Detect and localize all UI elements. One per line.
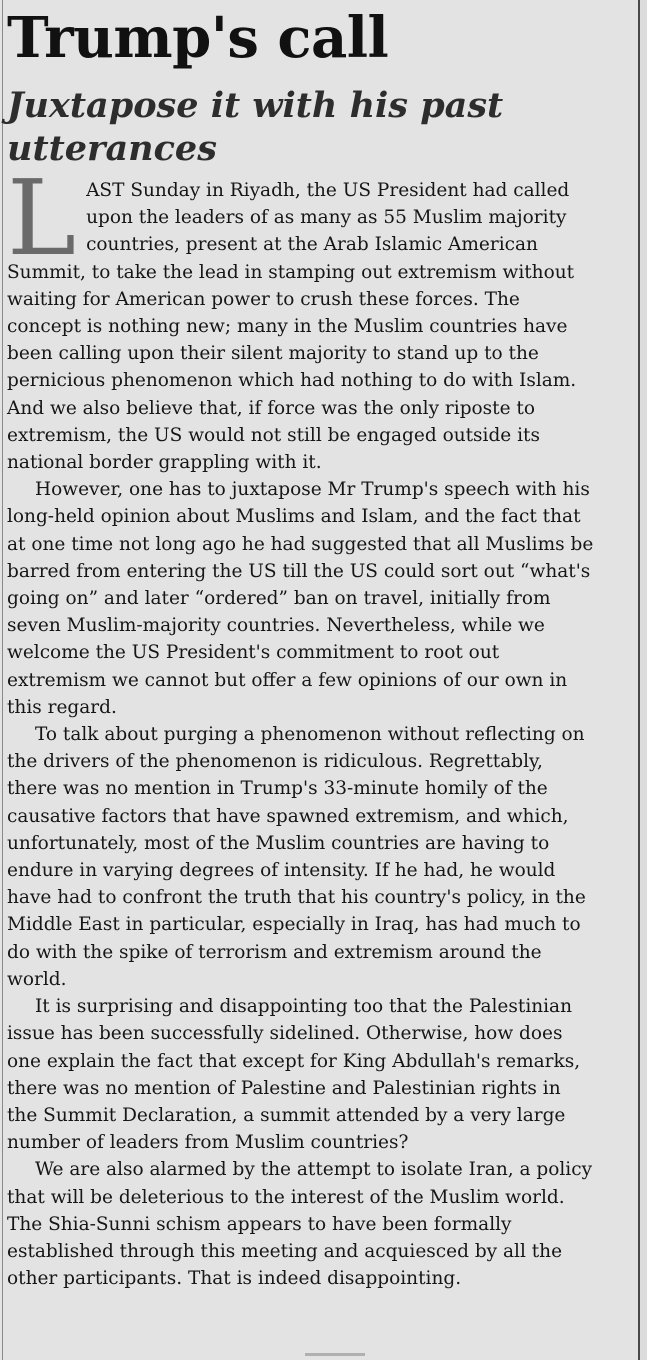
article-paragraph-1: [7, 157, 596, 476]
subheadline: Juxtapose it with his past utterances: [7, 85, 504, 169]
article-paragraph-5: We are also alarmed by the attempt to isolate Iran, a policy that will be deleterious to the interest of the Muslim world. The Shia-Sunni schism appears to have been formally established through this meeting and acquiesced by all the other participants. That is indeed disappointing.: [7, 1159, 593, 1290]
column-left-rule: [2, 0, 3, 1360]
drop-cap: L: [7, 157, 77, 279]
paragraph-text: AST Sunday in Riyadh, the US President had called upon the leaders of as many as 55 Muslim majority countries, present at the Arab Islamic American Summit, to take the lead in stamping out extremism without waiting for American power to crush these forces. The concept is nothing new; many in the Muslim countries have been calling upon their silent majority to stand up to the pernicious phenomenon which had nothing to do with Islam. And we also believe that, if force was the only riposte to extremism, the US would not still be engaged outside its national border grappling with it.: [7, 180, 577, 474]
headline: Trump's call: [7, 5, 389, 71]
article-paragraph-3: To talk about purging a phenomenon without reflecting on the drivers of the phenomenon is ridiculous. Regrettably, there was no mention in Trump's 33-minute homily of the causative factors that have spawned extremism, and which, unfortunately, most of the Muslim countries are having to endure in varying degrees of intensity. If he had, he would have had to confront the truth that his country's policy, in the Middle East in particular, especially in Iraq, has had much to do with the spike of terrorism and extremism around the world.: [7, 724, 586, 990]
article-paragraph-2: However, one has to juxtapose Mr Trump's speech with his long-held opinion about Muslims and Islam, and the fact that at one time not long ago he had suggested that all Muslims be barred from entering the US till the US could sort out “what's going on” and later “ordered” ban on travel, initially from seven Muslim-majority countries. Nevertheless, while we welcome the US President's commitment to root out extremism we cannot but offer a few opinions of our own in this regard.: [7, 479, 594, 718]
article-paragraph-4: It is surprising and disappointing too that the Palestinian issue has been successfully sidelined. Otherwise, how does one explain the fact that except for King Abdullah's remarks, there was no mention of Palestine and Palestinian rights in the Summit Declaration, a summit attended by a very large number of leaders from Muslim countries?: [7, 996, 581, 1154]
cropped-text-remnant: [305, 1353, 365, 1356]
article-body: [7, 157, 596, 1292]
